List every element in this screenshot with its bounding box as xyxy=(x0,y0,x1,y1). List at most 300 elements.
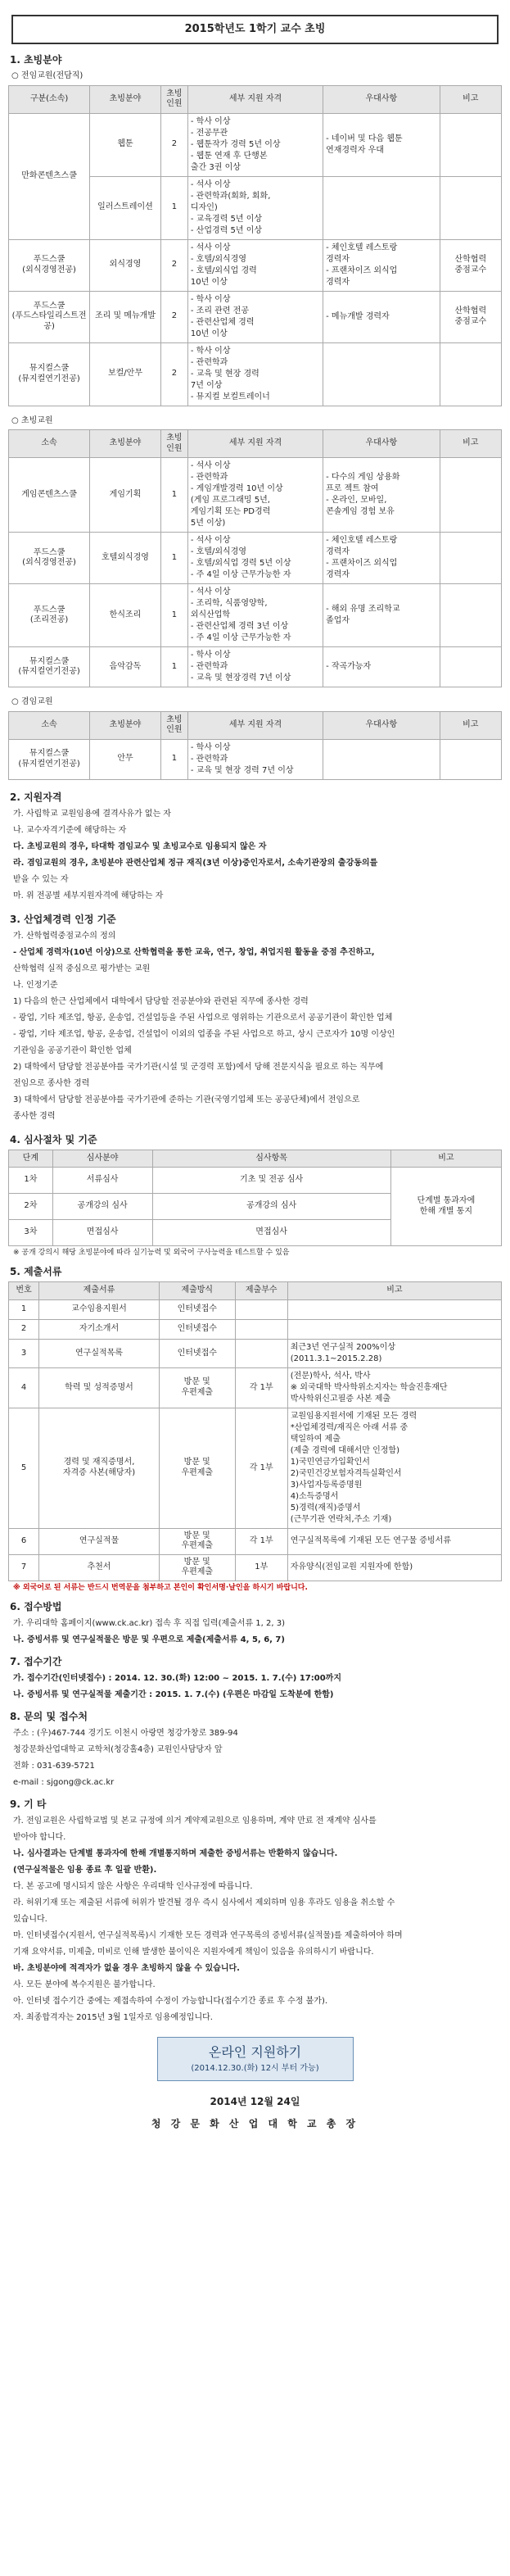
list-item: - 학사 이상 xyxy=(190,294,231,304)
list-item: 1)국민연금가입확인서 xyxy=(290,1457,370,1467)
doc-copies-cell: 각 1부 xyxy=(235,1408,287,1528)
preference-list xyxy=(326,311,436,323)
field-cell: 보컬/안무 xyxy=(90,342,161,406)
screening-table xyxy=(8,1150,502,1247)
list-item: ※ 외국대학 박사학위소지자는 학술진흥재단 xyxy=(290,1382,448,1392)
list-item: 최근3년 연구실적 200%이상 xyxy=(290,1342,395,1352)
list-item: 박사학위신고필증 사본 제출 xyxy=(290,1394,391,1404)
step-cell: 2차 xyxy=(9,1194,53,1220)
list-item: - 관련학과(회화, 회화, xyxy=(190,191,271,201)
remark-list xyxy=(291,1535,499,1547)
list-item: - 관련학과 xyxy=(190,357,228,367)
preference-list xyxy=(326,243,436,288)
table-row xyxy=(9,113,502,176)
count-cell: 1 xyxy=(160,458,187,533)
note-cell xyxy=(440,176,501,239)
list-item: 경력자 xyxy=(326,277,350,287)
text-line: 주소 : (우)467-744 경기도 이천시 아랑면 청강가창로 389-94 xyxy=(13,1729,238,1738)
text-line: 가. 전임교원은 사립학교법 및 본교 규정에 의거 계약제교원으로 임용하며, 계약 만료 전 재계약 심사를 xyxy=(13,1816,377,1825)
doc-copies-cell: 각 1부 xyxy=(235,1367,287,1408)
text-line: - 광업, 기타 제조업, 항공, 운송업, 건설업등을 주된 사업으로 영위하는 기관으로서 공공기관이 확인한 업체 xyxy=(13,1013,393,1023)
text-line: 라. 겸임교원의 경우, 초빙분야 관련산업체 정규 재직(3년 이상)중인자로서, 소속기관장의 출강동의를 xyxy=(13,858,378,868)
section-period-title: 7. 접수기간 xyxy=(10,1656,62,1667)
text-line: 사. 모든 분야에 복수지원은 불가합니다. xyxy=(13,1980,156,1989)
list-item: - 교육 및 현장 경력 7년 이상 xyxy=(190,765,294,775)
field-cell: 외식경영 xyxy=(90,239,161,291)
table-header-cell: 초빙인원 xyxy=(160,711,187,739)
list-item: - 온라인, 모바일, xyxy=(326,496,387,505)
text-line: 전화 : 031-639-5721 xyxy=(13,1762,95,1771)
table-header-cell: 비고 xyxy=(440,711,501,739)
table-header-row xyxy=(9,1150,502,1168)
list-item: - 관련산업체 경력 xyxy=(190,317,255,327)
field-cell: 한식조리 xyxy=(90,584,161,647)
doc-no-cell: 7 xyxy=(9,1554,39,1581)
qualifications-cell xyxy=(187,342,323,406)
qualifications-cell xyxy=(187,533,323,584)
doc-name-cell: 추천서 xyxy=(39,1554,160,1581)
section-career-criteria-title: 3. 산업체경력 인정 기준 xyxy=(10,913,116,925)
doc-name-cell: 경력 및 재직증명서, 자격증 사본(해당자) xyxy=(39,1408,160,1528)
remark-list xyxy=(291,1342,499,1365)
table-row xyxy=(9,1528,502,1554)
list-item: 10년 이상 xyxy=(190,329,228,338)
field-cell: 호텔외식경영 xyxy=(90,533,161,584)
section-qualifications-title: 2. 지원자격 xyxy=(10,791,62,803)
list-item: - 학사 이상 xyxy=(190,742,231,752)
dept-cell: 뮤지컬스쿨 (뮤지컬연기전공) xyxy=(9,647,90,687)
doc-method-cell: 방문 및 우편제출 xyxy=(159,1554,235,1581)
field-cell: 게임기획 xyxy=(90,458,161,533)
preference-list xyxy=(326,661,436,673)
section-screening-title: 4. 심사절차 및 기준 xyxy=(10,1133,97,1145)
text-line: 기재 요약서류, 미제출, 미비로 인해 발생한 불이익은 지원자에게 책임이 있음을 유의하시기 바랍니다. xyxy=(13,1948,374,1957)
list-item: - 교육 및 현장경력 7년 이상 xyxy=(190,673,291,683)
list-item: - 주 4일 이상 근무가능한 자 xyxy=(190,633,291,642)
text-line: 가. 우리대학 홈페이지(www.ck.ac.kr) 접속 후 직접 입력(제출서류 1, 2, 3) xyxy=(13,1619,286,1628)
count-cell: 1 xyxy=(160,176,187,239)
doc-name-cell: 자기소개서 xyxy=(39,1319,160,1339)
table-header-cell: 초빙인원 xyxy=(160,430,187,458)
text-line: 3) 대학에서 담당할 전공분야를 국가기관에 준하는 기관(국영기업체 또는 공공단체)에서 전임으로 xyxy=(13,1095,360,1104)
documents-warning: ※ 외국어로 된 서류는 반드시 번역문을 첨부하고 본인이 확인서명·날인을 하시기 바랍니다. xyxy=(13,1583,308,1592)
list-item: - 산업경력 5년 이상 xyxy=(190,225,263,235)
list-item: - 작곡가능자 xyxy=(326,662,372,671)
preference-cell xyxy=(323,647,440,687)
table-header-cell: 심사분야 xyxy=(52,1150,152,1168)
list-item: 2)국민건강보험자격득실확인서 xyxy=(290,1468,402,1478)
note-cell xyxy=(440,584,501,647)
screening-footnote: ※ 공개 강의시 해당 초빙분야에 따라 실기능력 및 외국어 구사능력을 테스트할 수 있음 xyxy=(13,1249,290,1257)
field-cell: 일러스트레이션 xyxy=(90,176,161,239)
text-line: 나. 인정기준 xyxy=(13,980,58,990)
full-time-label: ○ 전임교원(전담직) xyxy=(11,71,83,80)
table-header-cell: 우대사항 xyxy=(323,430,440,458)
table-header-row xyxy=(9,85,502,113)
text-line: 다. 초빙교원의 경우, 타대학 겸임교수 및 초빙교수로 임용되지 않은 자 xyxy=(13,841,267,851)
list-item: - 학사 이상 xyxy=(190,346,231,356)
remark-list xyxy=(291,1371,499,1405)
notice-date: 2014년 12월 24일 xyxy=(210,2096,300,2107)
text-line: (연구실적물은 임용 종료 후 일괄 반환). xyxy=(13,1866,157,1875)
list-item: - 석사 이상 xyxy=(190,536,231,545)
list-item: 연구실적목록에 기재된 모든 연구물 증빙서류 xyxy=(290,1536,451,1546)
documents-table xyxy=(8,1281,502,1581)
doc-method-cell: 인터넷접수 xyxy=(159,1299,235,1319)
table-row xyxy=(9,458,502,533)
doc-remark-cell xyxy=(287,1339,501,1367)
table-header-row xyxy=(9,711,502,739)
adjunct-table xyxy=(8,711,502,780)
list-item: (제출 경력에 대해서만 인정함) xyxy=(290,1445,399,1455)
table-header-cell: 우대사항 xyxy=(323,711,440,739)
dept-cell: 뮤지컬스쿨 (뮤지컬연기전공) xyxy=(9,342,90,406)
list-item: 경력자 xyxy=(326,254,350,264)
dept-cell: 게임콘텐츠스쿨 xyxy=(9,458,90,533)
doc-copies-cell xyxy=(235,1319,287,1339)
list-item: - 호텔/외식경영 xyxy=(190,254,247,264)
doc-no-cell: 2 xyxy=(9,1319,39,1339)
list-item: - 웹툰작가 경력 5년 이상 xyxy=(190,139,281,149)
full-time-table xyxy=(8,85,502,406)
text-line: 나. 증빙서류 및 연구실적물은 방문 및 우편으로 제출(제출서류 4, 5, 6, 7) xyxy=(13,1635,285,1644)
text-line: 청강문화산업대학교 교학처(청강홀4층) 교원인사담당자 앞 xyxy=(13,1745,223,1754)
note-cell: 산학협력 중점교수 xyxy=(440,239,501,291)
list-item: 출간 3권 이상 xyxy=(190,162,241,172)
qualifications-cell xyxy=(187,239,323,291)
list-item: - 네이버 및 다음 웹툰 xyxy=(326,134,403,143)
list-item: - 관련학과 xyxy=(190,662,228,671)
list-item: (근무기관 연락처,주소 기재) xyxy=(290,1514,392,1524)
count-cell: 2 xyxy=(160,239,187,291)
text-line: 가. 접수기간(인터넷접수) : 2014. 12. 30.(화) 12:00 ~ 2015. 1. 7.(수) 17:00까지 xyxy=(13,1674,342,1683)
doc-name-cell: 학력 및 성적증명서 xyxy=(39,1367,160,1408)
etc-list xyxy=(8,1814,502,2025)
list-item: - 해외 유명 조리학교 xyxy=(326,605,400,614)
table-header-cell: 세부 지원 자격 xyxy=(187,430,323,458)
text-line: 라. 허위기재 또는 제출된 서류에 허위가 발견될 경우 즉시 심사에서 제외하며 임용 후라도 임용을 취소할 수 xyxy=(13,1898,395,1907)
section-documents-title: 5. 제출서류 xyxy=(10,1266,62,1278)
section-etc-title: 9. 기 타 xyxy=(10,1798,47,1810)
text-line: - 산업체 경력자(10년 이상)으로 산학협력을 통한 교육, 연구, 창업, 취업지원 활동을 중점 추진하고, xyxy=(13,947,375,957)
page-title: 2015학년도 1학기 교수 초빙 xyxy=(11,15,499,44)
period-list xyxy=(8,1671,502,1703)
table-row xyxy=(9,1299,502,1319)
table-header-cell: 초빙인원 xyxy=(160,85,187,113)
list-item: - 석사 이상 xyxy=(190,461,231,470)
note-cell xyxy=(440,533,501,584)
qualifications-list xyxy=(8,807,502,904)
doc-no-cell: 3 xyxy=(9,1339,39,1367)
list-item: 4)소득증명서 xyxy=(290,1491,339,1501)
text-line: 다. 본 공고에 명시되지 않은 사항은 우리대학 인사규정에 따릅니다. xyxy=(13,1882,253,1891)
dept-cell: 푸드스쿨 (외식경영전공) xyxy=(9,533,90,584)
qualifications-cell xyxy=(187,113,323,176)
doc-remark-cell xyxy=(287,1554,501,1581)
table-row xyxy=(9,1168,502,1194)
list-item: 경력자 xyxy=(326,547,350,556)
list-item: - 다수의 게임 상용화 xyxy=(326,473,400,482)
doc-copies-cell: 각 1부 xyxy=(235,1528,287,1554)
table-header-row xyxy=(9,430,502,458)
list-item: - 석사 이상 xyxy=(190,179,231,189)
list-item: - 관련산업체 경력 3년 이상 xyxy=(190,622,289,631)
list-item: - 교육 및 현장 경력 xyxy=(190,369,260,379)
table-row xyxy=(9,1319,502,1339)
qualifications-cell xyxy=(187,291,323,342)
field-cell: 안무 xyxy=(90,739,161,779)
list-item: - 호텔/외식경영 xyxy=(190,547,247,556)
list-item: - 메뉴개발 경력자 xyxy=(326,311,390,321)
list-item: - 관련학과 xyxy=(190,754,228,764)
list-item: 콘솔게임 경험 보유 xyxy=(326,507,395,516)
list-item: - 웹툰 연재 후 단행본 xyxy=(190,151,268,161)
table-row xyxy=(9,239,502,291)
doc-remark-cell xyxy=(287,1528,501,1554)
preference-cell xyxy=(323,113,440,176)
list-item: 졸업자 xyxy=(326,616,350,625)
area-cell: 공개강의 심사 xyxy=(52,1194,152,1220)
qualifications-list xyxy=(191,179,320,237)
item-cell: 기초 및 전공 심사 xyxy=(152,1168,390,1194)
step-cell: 3차 xyxy=(9,1220,53,1246)
text-line: 마. 인터넷접수(지원서, 연구실적목록)시 기재한 모든 경력과 연구목록의 증빙서류(실적물)를 제출하여야 하며 xyxy=(13,1931,403,1940)
doc-copies-cell xyxy=(235,1299,287,1319)
text-line: 받아야 합니다. xyxy=(13,1833,66,1842)
preference-cell xyxy=(323,739,440,779)
qualifications-list xyxy=(191,346,320,403)
note-cell xyxy=(440,342,501,406)
list-item: 경력자 xyxy=(326,570,350,579)
qualifications-list xyxy=(191,742,320,777)
method-list xyxy=(8,1617,502,1648)
table-row xyxy=(9,647,502,687)
dept-cell: 푸드스쿨 (푸드스타일리스트전공) xyxy=(9,291,90,342)
table-header-cell: 번호 xyxy=(9,1282,39,1300)
doc-remark-cell xyxy=(287,1319,501,1339)
list-item: 5)경력(재직)증명서 xyxy=(290,1503,361,1512)
table-header-cell: 초빙분야 xyxy=(90,711,161,739)
area-cell: 면접심사 xyxy=(52,1220,152,1246)
dept-cell: 푸드스쿨 (외식경영전공) xyxy=(9,239,90,291)
remark-list xyxy=(291,1562,499,1573)
list-item: 연재경력자 우대 xyxy=(326,145,384,155)
count-cell: 2 xyxy=(160,291,187,342)
doc-copies-cell xyxy=(235,1339,287,1367)
list-item: - 교육경력 5년 이상 xyxy=(190,214,263,224)
list-item: - 프랜차이즈 외식업 xyxy=(326,559,398,568)
field-cell: 조리 및 메뉴개발 xyxy=(90,291,161,342)
table-row xyxy=(9,291,502,342)
text-line: 자. 최종합격자는 2015년 3월 1일자로 임용예정입니다. xyxy=(13,2013,213,2022)
table-header-cell: 단계 xyxy=(9,1150,53,1168)
table-row xyxy=(9,584,502,647)
table-row xyxy=(9,342,502,406)
text-line: 받을 수 있는 자 xyxy=(13,874,69,884)
list-item: 외식산업학 xyxy=(190,610,231,619)
table-row xyxy=(9,533,502,584)
table-header-cell: 우대사항 xyxy=(323,85,440,113)
text-line: 가. 산학협력중점교수의 정의 xyxy=(13,931,116,941)
doc-no-cell: 6 xyxy=(9,1528,39,1554)
qualifications-cell xyxy=(187,176,323,239)
table-header-cell: 소속 xyxy=(9,711,90,739)
text-line: 아. 인터넷 접수기간 중에는 제접속하여 수정이 가능합니다(접수기간 종료 후 수정 불가). xyxy=(13,1997,328,2006)
doc-method-cell: 인터넷접수 xyxy=(159,1339,235,1367)
list-item: - 전공무관 xyxy=(190,128,228,138)
text-line: 나. 증빙서류 및 연구실적물 제출기간 : 2015. 1. 7.(수) (우편은 마감일 도착분에 한함) xyxy=(13,1690,334,1699)
text-line: e-mail : sjgong@ck.ac.kr xyxy=(13,1778,115,1787)
table-header-cell: 비고 xyxy=(390,1150,501,1168)
doc-method-cell: 방문 및 우편제출 xyxy=(159,1367,235,1408)
preference-list xyxy=(326,535,436,581)
table-row xyxy=(9,739,502,779)
doc-name-cell: 교수임용지원서 xyxy=(39,1299,160,1319)
text-line: 1) 다음의 한근 산업체에서 대학에서 담당할 전공분야와 관련된 직무에 종사한 경력 xyxy=(13,996,309,1006)
section-contact-title: 8. 문의 및 접수처 xyxy=(10,1711,88,1722)
note-cell xyxy=(440,739,501,779)
doc-method-cell: 인터넷접수 xyxy=(159,1319,235,1339)
text-line: 종사한 경력 xyxy=(13,1111,56,1121)
list-item: - 조리학, 식품영양학, xyxy=(190,599,268,608)
list-item: (게임 프로그래밍 5년, xyxy=(190,496,270,505)
qualifications-list xyxy=(191,650,320,684)
text-line: 바. 초빙분야에 적격자가 없을 경우 초빙하지 않을 수 있습니다. xyxy=(13,1964,240,1973)
count-cell: 1 xyxy=(160,584,187,647)
text-line: 가. 사립학교 교원임용에 결격사유가 없는 자 xyxy=(13,809,171,819)
field-cell: 웹툰 xyxy=(90,113,161,176)
list-item: - 체인호텔 레스토랑 xyxy=(326,243,398,252)
note-cell xyxy=(440,647,501,687)
list-item: 디자인) xyxy=(190,202,218,212)
qualifications-cell xyxy=(187,647,323,687)
preference-cell xyxy=(323,533,440,584)
list-item: - 석사 이상 xyxy=(190,587,231,596)
text-line: 나. 교수자격기준에 해당하는 자 xyxy=(13,825,127,835)
table-header-cell: 세부 지원 자격 xyxy=(187,711,323,739)
qualifications-cell xyxy=(187,458,323,533)
table-header-cell: 비고 xyxy=(440,430,501,458)
list-item: 프로 젝트 참여 xyxy=(326,484,379,493)
text-line: 나. 심사결과는 단계별 통과자에 한해 개별통지하며 제출한 증빙서류는 반환하지 않습니다. xyxy=(13,1849,338,1858)
table-header-cell: 초빙분야 xyxy=(90,430,161,458)
count-cell: 1 xyxy=(160,647,187,687)
text-line: 기관임을 공공기관이 확인한 업체 xyxy=(13,1045,132,1055)
list-item: 7년 이상 xyxy=(190,380,223,390)
remark-list xyxy=(291,1411,499,1526)
qualifications-list xyxy=(191,535,320,581)
doc-remark-cell xyxy=(287,1408,501,1528)
doc-method-cell: 방문 및 우편제출 xyxy=(159,1528,235,1554)
preference-cell xyxy=(323,291,440,342)
list-item: - 호텔/외식업 경력 5년 이상 xyxy=(190,559,291,568)
preference-list xyxy=(326,472,436,518)
list-item: *산업체경력/재직은 아래 서류 중 xyxy=(290,1422,408,1432)
field-cell: 음악감독 xyxy=(90,647,161,687)
list-item: 자유양식(전임교원 지원자에 한함) xyxy=(290,1562,413,1572)
table-header-cell: 세부 지원 자격 xyxy=(187,85,323,113)
qualifications-list xyxy=(191,116,320,174)
list-item: - 프랜차이즈 외식업 xyxy=(326,265,398,275)
doc-method-cell: 방문 및 우편제출 xyxy=(159,1408,235,1528)
table-row xyxy=(9,1367,502,1408)
qualifications-list xyxy=(191,587,320,644)
list-item: 게임기획 또는 PD경력 xyxy=(190,507,271,516)
count-cell: 1 xyxy=(160,533,187,584)
invited-table xyxy=(8,429,502,687)
count-cell: 2 xyxy=(160,113,187,176)
table-header-cell: 비고 xyxy=(287,1282,501,1300)
preference-list xyxy=(326,134,436,156)
text-line: 있습니다. xyxy=(13,1915,47,1924)
dept-cell: 만화콘텐츠스쿨 xyxy=(9,113,90,239)
apply-button-period: (2014.12.30.(화) 12시 부터 가능) xyxy=(191,2064,319,2073)
doc-name-cell: 연구실적목록 xyxy=(39,1339,160,1367)
apply-online-button[interactable] xyxy=(157,2037,354,2081)
invited-label: ○ 초빙교원 xyxy=(11,415,53,425)
adjunct-label: ○ 겸임교원 xyxy=(11,697,53,706)
qualifications-list xyxy=(191,460,320,529)
list-item: - 체인호텔 레스토랑 xyxy=(326,536,398,545)
table-header-cell: 초빙분야 xyxy=(90,85,161,113)
table-row xyxy=(9,1339,502,1367)
list-item: - 뮤지컬 보컬트레이너 xyxy=(190,392,270,401)
apply-button-label: 온라인 지원하기 xyxy=(208,2044,302,2060)
table-header-cell: 심사항목 xyxy=(152,1150,390,1168)
text-line: - 광업, 기타 제조업, 항공, 운송업, 건설업이 이외의 업종을 주된 사업으로 하고, 상시 근로자가 10명 이상인 xyxy=(13,1029,395,1039)
list-item: (2011.3.1~2015.2.28) xyxy=(290,1354,382,1363)
doc-name-cell: 연구실적물 xyxy=(39,1528,160,1554)
list-item: 교원임용지원서에 기재된 모든 경력 xyxy=(290,1411,417,1421)
section-method-title: 6. 접수방법 xyxy=(10,1601,62,1612)
list-item: - 학사 이상 xyxy=(190,651,231,660)
step-cell: 1차 xyxy=(9,1168,53,1194)
career-criteria-list xyxy=(8,929,502,1124)
qualifications-list xyxy=(191,243,320,288)
list-item: - 호텔/외식업 경력 xyxy=(190,265,257,275)
text-line: 산학협력 실적 중심으로 평가받는 교원 xyxy=(13,964,151,973)
section-recruit-fields-title: 1. 초빙분야 xyxy=(10,54,62,66)
list-item: (전문)학사, 석사, 박사 xyxy=(290,1371,371,1381)
doc-no-cell: 5 xyxy=(9,1408,39,1528)
count-cell: 1 xyxy=(160,739,187,779)
text-line: 2) 대학에서 담당할 전공분야를 국가기관(시설 및 군경력 포함)에서 당해 전문지식을 필요로 하는 직무에 xyxy=(13,1062,384,1072)
area-cell: 서류심사 xyxy=(52,1168,152,1194)
note-cell xyxy=(440,458,501,533)
qualifications-cell xyxy=(187,584,323,647)
preference-cell xyxy=(323,239,440,291)
issuer-name: 청 강 문 화 산 업 대 학 교 총 장 xyxy=(151,2118,359,2129)
list-item: - 석사 이상 xyxy=(190,243,231,252)
list-item: - 주 4일 이상 근무가능한 자 xyxy=(190,570,291,579)
doc-no-cell: 4 xyxy=(9,1367,39,1408)
screening-note-cell: 단계별 통과자에 한해 개별 통지 xyxy=(390,1168,501,1246)
table-row xyxy=(9,1554,502,1581)
list-item: 택일하여 제출 xyxy=(290,1434,341,1444)
preference-list xyxy=(326,604,436,627)
doc-no-cell: 1 xyxy=(9,1299,39,1319)
list-item: - 조리 관련 전공 xyxy=(190,306,249,315)
contact-list xyxy=(8,1726,502,1790)
list-item: - 학사 이상 xyxy=(190,116,231,126)
preference-cell xyxy=(323,176,440,239)
doc-remark-cell xyxy=(287,1299,501,1319)
doc-remark-cell xyxy=(287,1367,501,1408)
dept-cell: 푸드스쿨 (조리전공) xyxy=(9,584,90,647)
table-header-cell: 제출부수 xyxy=(235,1282,287,1300)
list-item: - 게임개발경력 10년 이상 xyxy=(190,484,283,493)
text-line: 전임으로 종사한 경력 xyxy=(13,1078,90,1088)
